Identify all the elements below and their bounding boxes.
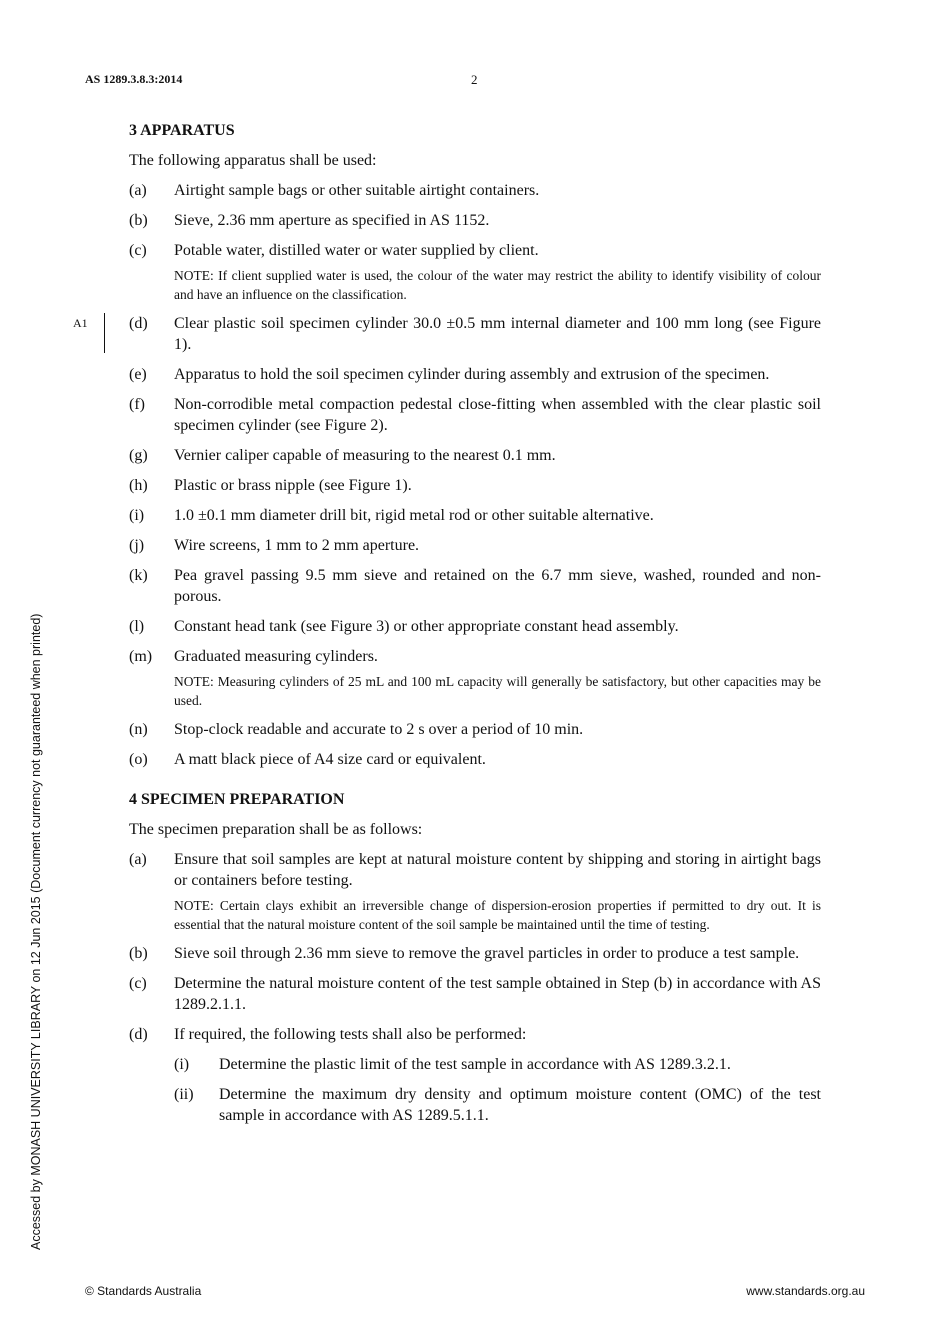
footer-copyright: © Standards Australia bbox=[85, 1284, 202, 1298]
access-watermark: Accessed by MONASH UNIVERSITY LIBRARY on 12 Jun 2015 (Document currency not guaranteed when printed) bbox=[29, 613, 43, 1250]
item-label: (m) bbox=[129, 648, 153, 665]
item-text: Ensure that soil samples are kept at natural moisture content by shipping and storing in airtight bags or containers before testing. bbox=[174, 851, 821, 889]
item-content bbox=[174, 749, 821, 770]
item-label: (h) bbox=[129, 477, 148, 494]
item-label: (a) bbox=[129, 182, 147, 199]
list-item bbox=[129, 445, 821, 466]
item-label: (d) bbox=[129, 315, 148, 332]
page-number: 2 bbox=[471, 72, 478, 87]
item-content bbox=[174, 1024, 821, 1045]
item-text: Sieve soil through 2.36 mm sieve to remove the gravel particles in order to produce a test sample. bbox=[174, 945, 800, 962]
item-label: (k) bbox=[129, 567, 148, 584]
item-content bbox=[174, 565, 821, 607]
item-text: Graduated measuring cylinders. bbox=[174, 648, 378, 665]
item-text: Potable water, distilled water or water supplied by client. bbox=[174, 242, 539, 259]
list-item bbox=[129, 943, 821, 964]
item-content bbox=[174, 943, 821, 964]
item-content bbox=[174, 240, 821, 304]
item-content bbox=[174, 849, 821, 934]
item-label: (b) bbox=[129, 212, 148, 229]
item-label: (ii) bbox=[174, 1086, 194, 1103]
list-item bbox=[129, 535, 821, 556]
list-item bbox=[73, 313, 821, 355]
item-content bbox=[174, 394, 821, 436]
list-item bbox=[129, 849, 821, 934]
amendment-bar bbox=[104, 313, 105, 353]
item-content bbox=[219, 1054, 821, 1075]
item-text: Pea gravel passing 9.5 mm sieve and retained on the 6.7 mm sieve, washed, rounded and non-porous. bbox=[174, 567, 821, 605]
item-text: Sieve, 2.36 mm aperture as specified in AS 1152. bbox=[174, 212, 490, 229]
list-item bbox=[129, 475, 821, 496]
item-content bbox=[174, 210, 821, 231]
apparatus-list bbox=[73, 180, 821, 770]
item-note: NOTE: Measuring cylinders of 25 mL and 100 mL capacity will generally be satisfactory, but other capacities may be used. bbox=[174, 674, 821, 708]
list-item bbox=[129, 646, 821, 710]
item-label: (f) bbox=[129, 396, 145, 413]
item-content bbox=[174, 364, 821, 385]
item-label: (o) bbox=[129, 751, 148, 768]
item-text: Determine the natural moisture content of the test sample obtained in Step (b) in accordance with AS 1289.2.1.1. bbox=[174, 975, 821, 1013]
preparation-sublist bbox=[174, 1054, 821, 1126]
item-content bbox=[174, 445, 821, 466]
item-text: If required, the following tests shall also be performed: bbox=[174, 1026, 527, 1043]
list-item bbox=[129, 616, 821, 637]
item-label: (c) bbox=[129, 242, 147, 259]
list-item bbox=[174, 1054, 821, 1075]
list-item bbox=[129, 180, 821, 201]
item-label: (b) bbox=[129, 945, 148, 962]
list-item bbox=[129, 394, 821, 436]
item-content bbox=[174, 505, 821, 526]
list-item bbox=[129, 565, 821, 607]
item-text: A matt black piece of A4 size card or equivalent. bbox=[174, 751, 486, 768]
item-label: (i) bbox=[129, 507, 145, 524]
item-text: Apparatus to hold the soil specimen cylinder during assembly and extrusion of the specimen. bbox=[174, 366, 770, 383]
item-content bbox=[174, 719, 821, 740]
footer-website: www.standards.org.au bbox=[746, 1284, 865, 1298]
list-item bbox=[129, 505, 821, 526]
preparation-intro: The specimen preparation shall be as follows: bbox=[129, 821, 423, 838]
item-content bbox=[174, 973, 821, 1015]
item-content bbox=[219, 1084, 821, 1126]
item-label: (l) bbox=[129, 618, 145, 635]
item-text: Constant head tank (see Figure 3) or other appropriate constant head assembly. bbox=[174, 618, 679, 635]
item-content bbox=[174, 616, 821, 637]
list-item bbox=[129, 1024, 821, 1045]
item-text: 1.0 ±0.1 mm diameter drill bit, rigid metal rod or other suitable alternative. bbox=[174, 507, 654, 524]
item-label: (c) bbox=[129, 975, 147, 992]
item-label: (d) bbox=[129, 1026, 148, 1043]
item-content bbox=[174, 475, 821, 496]
list-item bbox=[174, 1084, 821, 1126]
section-title-apparatus: 3 APPARATUS bbox=[129, 122, 235, 139]
item-text: Non-corrodible metal compaction pedestal close-fitting when assembled with the clear plastic soil specimen cylinder (see Figure 2). bbox=[174, 396, 821, 434]
item-content bbox=[174, 535, 821, 556]
item-label: (n) bbox=[129, 721, 148, 738]
item-note: NOTE: If client supplied water is used, the colour of the water may restrict the ability to identify visibility of colour and have an influence on the classification. bbox=[174, 268, 821, 302]
list-item bbox=[129, 749, 821, 770]
item-content bbox=[174, 180, 821, 201]
standard-number: AS 1289.3.8.3:2014 bbox=[85, 72, 183, 86]
item-text: Vernier caliper capable of measuring to the nearest 0.1 mm. bbox=[174, 447, 556, 464]
item-label: (e) bbox=[129, 366, 147, 383]
section-title-preparation: 4 SPECIMEN PREPARATION bbox=[129, 791, 345, 808]
item-text: Airtight sample bags or other suitable airtight containers. bbox=[174, 182, 540, 199]
list-item bbox=[129, 240, 821, 304]
list-item bbox=[129, 210, 821, 231]
item-text: Determine the plastic limit of the test sample in accordance with AS 1289.3.2.1. bbox=[219, 1056, 731, 1073]
amendment-marker: A1 bbox=[73, 316, 88, 330]
item-text: Clear plastic soil specimen cylinder 30.0 ±0.5 mm internal diameter and 100 mm long (see Figure 1). bbox=[174, 315, 821, 353]
item-label: (i) bbox=[174, 1056, 190, 1073]
item-text: Determine the maximum dry density and optimum moisture content (OMC) of the test sample in accordance with AS 1289.5.1.1. bbox=[219, 1086, 821, 1124]
list-item bbox=[129, 719, 821, 740]
document-body bbox=[73, 120, 821, 1135]
item-note: NOTE: Certain clays exhibit an irreversible change of dispersion-erosion properties if permitted to dry out. It is essential that the natural moisture content of the soil sample be maintained until the time of testing. bbox=[174, 898, 821, 932]
item-text: Wire screens, 1 mm to 2 mm aperture. bbox=[174, 537, 420, 554]
item-text: Plastic or brass nipple (see Figure 1). bbox=[174, 477, 412, 494]
list-item bbox=[129, 364, 821, 385]
preparation-list bbox=[129, 849, 821, 1045]
apparatus-intro: The following apparatus shall be used: bbox=[129, 152, 377, 169]
item-label: (g) bbox=[129, 447, 148, 464]
item-label: (j) bbox=[129, 537, 145, 554]
item-text: Stop-clock readable and accurate to 2 s over a period of 10 min. bbox=[174, 721, 584, 738]
list-item bbox=[129, 973, 821, 1015]
item-content bbox=[174, 313, 821, 355]
item-content bbox=[174, 646, 821, 710]
item-label: (a) bbox=[129, 851, 147, 868]
